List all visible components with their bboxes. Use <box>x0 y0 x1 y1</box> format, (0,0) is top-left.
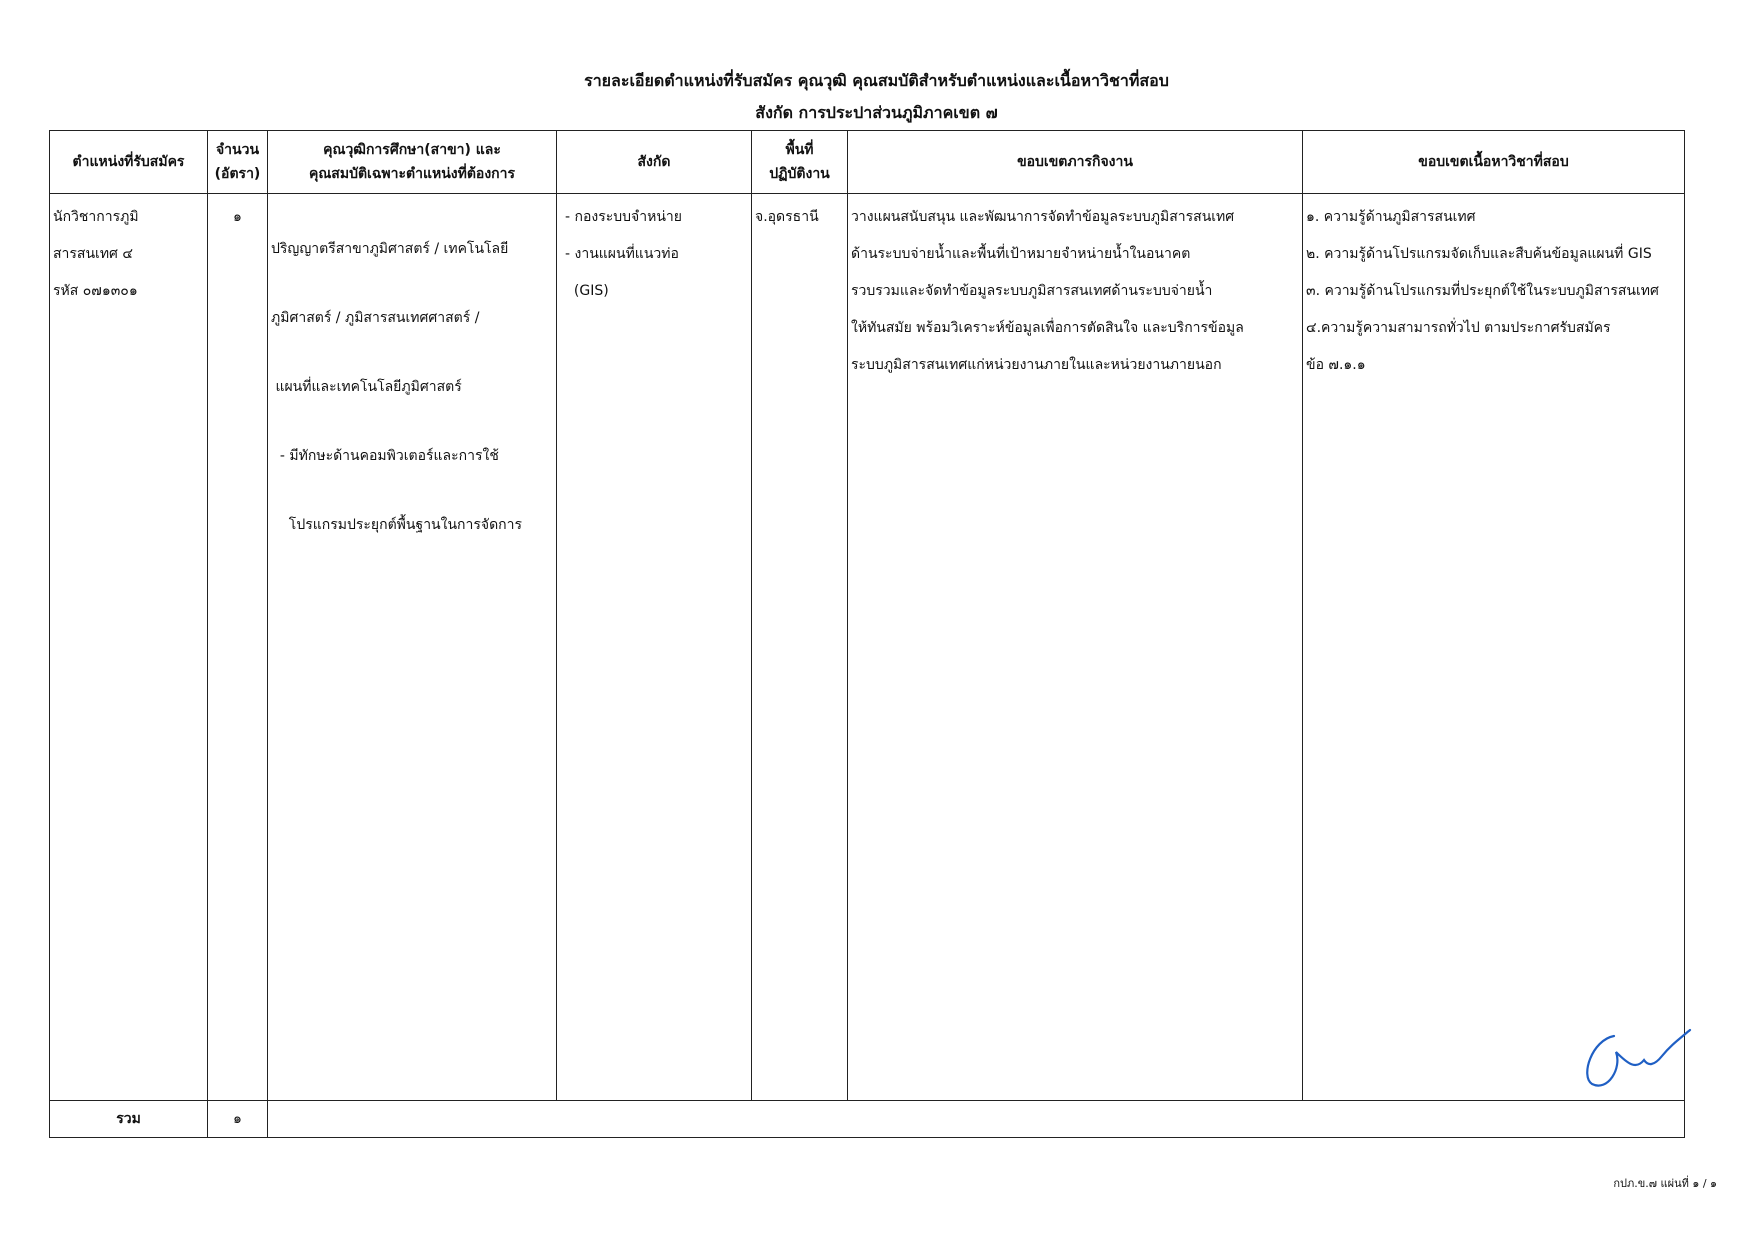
exam-line: ๑. ความรู้ด้านภูมิสารสนเทศ <box>1306 209 1476 225</box>
header-area: พื้นที่ ปฏิบัติงาน <box>752 131 848 194</box>
header-qualification: คุณวุฒิการศึกษา(สาขา) และ คุณสมบัติเฉพาะตำแหน่งที่ต้องการ <box>268 131 557 194</box>
total-row <box>50 1101 1685 1138</box>
qualification-line: โปรแกรมประยุกต์พื้นฐานในการจัดการ <box>271 517 523 533</box>
header-position: ตำแหน่งที่รับสมัคร <box>50 131 208 194</box>
page-footer: กปภ.ข.๗ แผ่นที่ ๑ / ๑ <box>1613 1177 1717 1190</box>
cell-area <box>752 194 848 1101</box>
duty-line: ระบบภูมิสารสนเทศแก่หน่วยงานภายในและหน่วยงานภายนอก <box>851 357 1222 373</box>
duty-line: ให้ทันสมัย พร้อมวิเคราะห์ข้อมูลเพื่อการตัดสินใจ และบริการข้อมูล <box>851 320 1244 336</box>
header-affiliation: สังกัด <box>557 131 752 194</box>
duty-line: รวบรวมและจัดทำข้อมูลระบบภูมิสารสนเทศด้านระบบจ่ายน้ำ <box>851 283 1213 299</box>
position-line: นักวิชาการภูมิ <box>53 209 139 225</box>
affiliation-line: (GIS) <box>565 283 609 299</box>
qualification-line: - มีทักษะด้านคอมพิวเตอร์และการใช้ <box>271 448 499 464</box>
position-line: สารสนเทศ ๔ <box>53 246 133 262</box>
cell-affiliation <box>557 194 752 1101</box>
duty-line: ด้านระบบจ่ายน้ำและพื้นที่เป้าหมายจำหน่ายน้ำในอนาคต <box>851 246 1191 262</box>
affiliation-line: - งานแผนที่แนวท่อ <box>565 246 679 262</box>
cell-count <box>208 194 268 1101</box>
cell-position <box>50 194 208 1101</box>
count-value: ๑ <box>233 209 242 225</box>
total-label: รวม <box>50 1101 208 1138</box>
positions-table <box>49 130 1685 1138</box>
header-duties: ขอบเขตภารกิจงาน <box>848 131 1303 194</box>
exam-line: ๓. ความรู้ด้านโปรแกรมที่ประยุกต์ใช้ในระบบภูมิสารสนเทศ <box>1306 283 1659 299</box>
exam-line: ข้อ ๗.๑.๑ <box>1306 357 1366 373</box>
position-line: รหัส ๐๗๑๓๐๑ <box>53 283 138 299</box>
header-count: จำนวน (อัตรา) <box>208 131 268 194</box>
document-title: รายละเอียดตำแหน่งที่รับสมัคร คุณวุฒิ คุณสมบัติสำหรับตำแหน่งและเนื้อหาวิชาที่สอบ <box>584 71 1169 90</box>
qualification-line: แผนที่และเทคโนโลยีภูมิศาสตร์ <box>271 379 462 395</box>
duty-line: วางแผนสนับสนุน และพัฒนาการจัดทำข้อมูลระบบภูมิสารสนเทศ <box>851 209 1235 225</box>
cell-exam <box>1303 194 1685 1101</box>
area-value: จ.อุดรธานี <box>755 209 819 225</box>
exam-line: ๒. ความรู้ด้านโปรแกรมจัดเก็บและสืบค้นข้อมูลแผนที่ GIS <box>1306 246 1652 262</box>
signature-icon <box>1578 1020 1698 1100</box>
header-exam: ขอบเขตเนื้อหาวิชาที่สอบ <box>1303 131 1685 194</box>
affiliation-line: - กองระบบจำหน่าย <box>565 209 682 225</box>
cell-qualification <box>268 194 557 1101</box>
document-subtitle: สังกัด การประปาส่วนภูมิภาคเขต ๗ <box>755 103 998 122</box>
qualification-line: ภูมิศาสตร์ / ภูมิสารสนเทศศาสตร์ / <box>271 310 480 326</box>
table-row <box>50 194 1685 1101</box>
exam-line: ๔.ความรู้ความสามารถทั่วไป ตามประกาศรับสมัคร <box>1306 320 1611 336</box>
qualification-line: ปริญญาตรีสาขาภูมิศาสตร์ / เทคโนโลยี <box>271 241 509 257</box>
cell-duties <box>848 194 1303 1101</box>
total-count: ๑ <box>208 1101 268 1138</box>
total-blank <box>268 1101 1685 1138</box>
table-header-row <box>50 131 1685 194</box>
